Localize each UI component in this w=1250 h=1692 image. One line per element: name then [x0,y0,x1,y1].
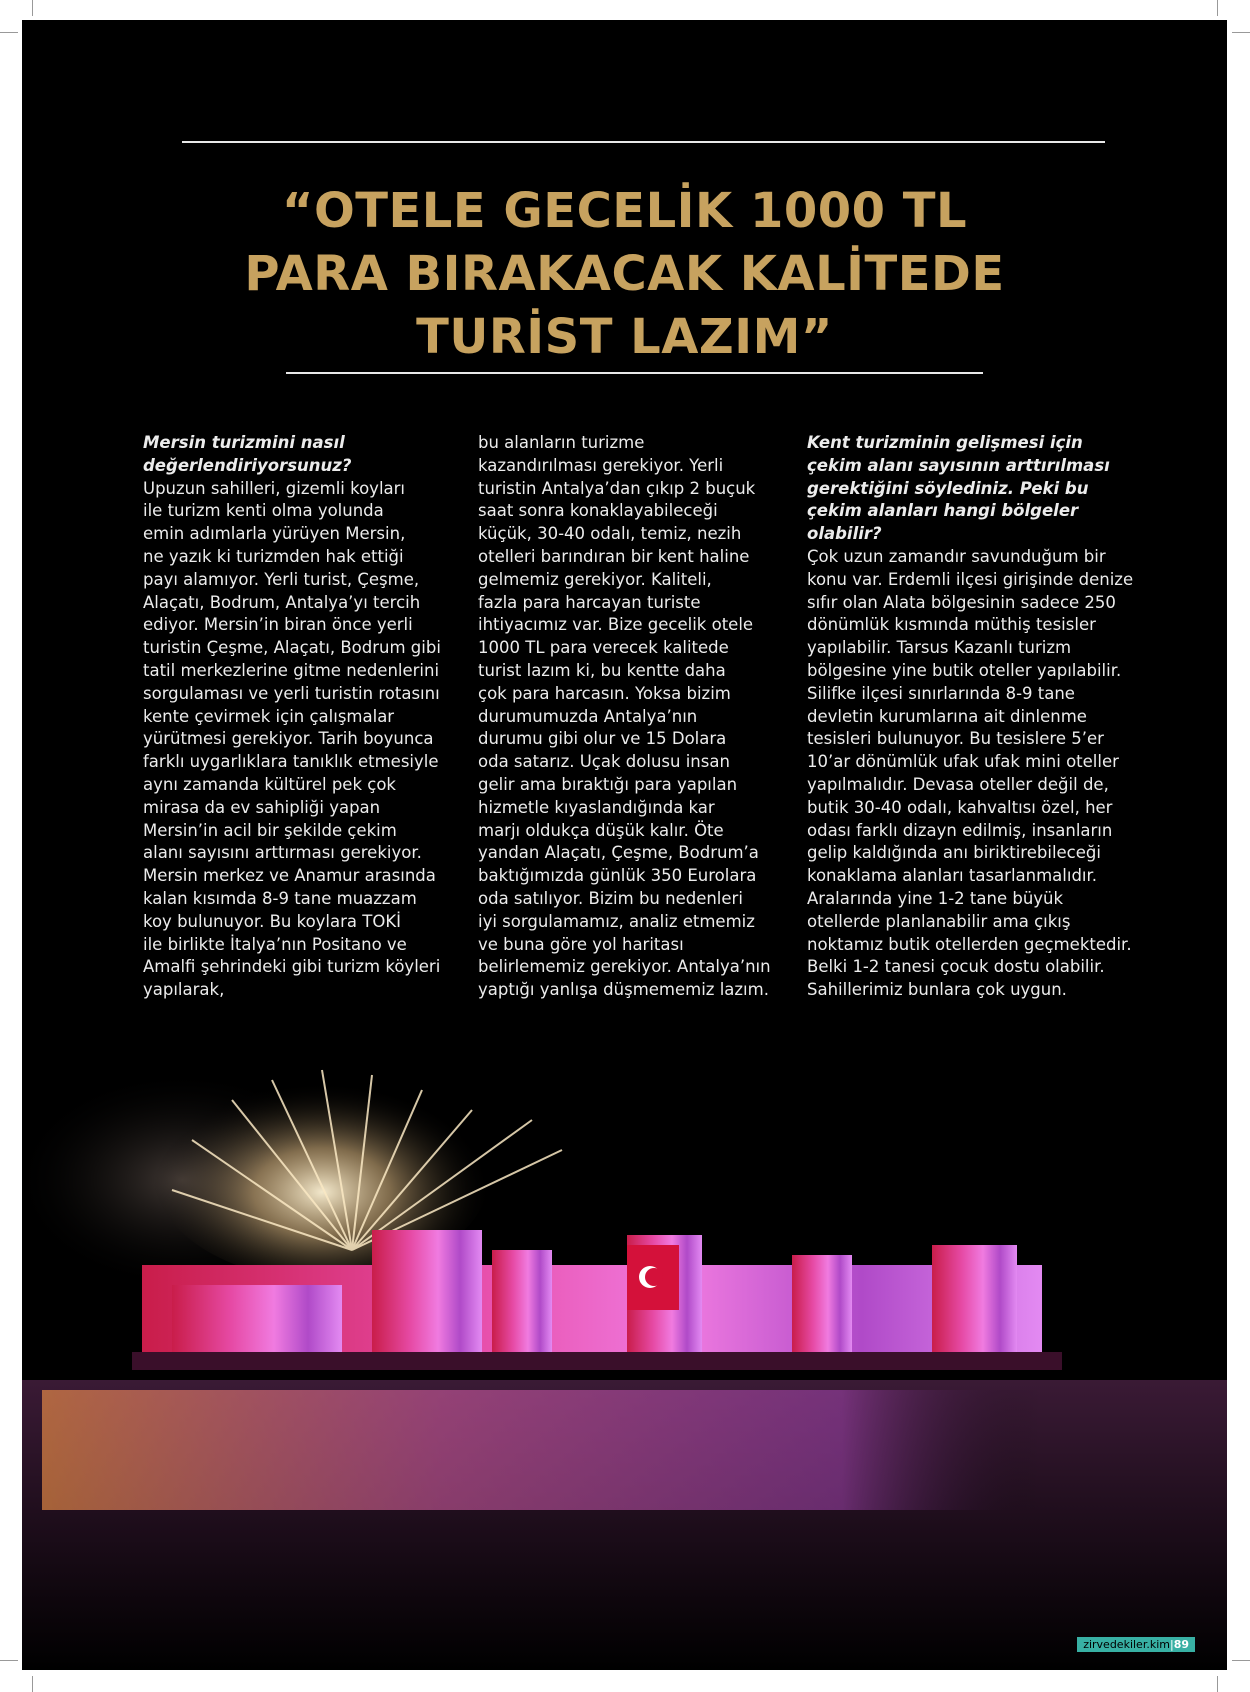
article-title [22,180,1227,369]
body-text-line: Alaçatı, Bodrum, Antalya’yı tercih [143,592,421,612]
body-text-line: sıfır olan Alata bölgesinin sadece 250 [807,592,1116,612]
body-text-line: durumu gibi olur ve 15 Dolara [478,729,727,749]
body-text-line: yapılmalıdır. Devasa oteller değil de, [807,774,1109,794]
crop-mark [1217,0,1218,16]
body-text-line: Amalfi şehrindeki gibi turizm köyleri [143,957,441,977]
body-text-line: farklı uygarlıklara tanıklık etmesiyle [143,752,439,772]
body-text-line: yürütmesi gerekiyor. Tarih boyunca [143,729,434,749]
body-text-line: noktamız butik otellerden geçmektedir. [807,934,1132,954]
body-text-line: yaptığı yanlışa düşmememiz lazım. [478,980,769,1000]
crop-mark [32,0,33,16]
body-text-line: koy bulunuyor. Bu koylara TOKİ [143,911,402,931]
text-column-1 [143,432,443,1002]
body-text-line: ediyor. Mersin’in biran önce yerli [143,615,413,635]
body-text-line: bölgesine yine butik oteller yapılabilir. [807,660,1122,680]
bottom-rule [286,372,983,374]
body-text-line: Aralarında yine 1-2 tane büyük [807,888,1064,908]
body-text-line: yapılabilir. Tarsus Kazanlı turizm [807,638,1072,658]
interview-question-line: çekim alanları hangi bölgeler [807,501,1079,521]
body-text-line: turistin Antalya’dan çıkıp 2 buçuk [478,478,756,498]
body-text-line: çok para harcasın. Yoksa bizim [478,683,731,703]
body-text-line: turistin Çeşme, Alaçatı, Bodrum gibi [143,638,441,658]
castle-fireworks-photo [22,1060,1227,1670]
title-line: TURİST LAZIM” [416,309,833,365]
body-text-line: belirlememiz gerekiyor. Antalya’nın [478,957,771,977]
top-rule [182,141,1105,143]
crop-mark [0,1660,18,1661]
body-text-line: marjı oldukça düşük kalır. Öte [478,820,724,840]
body-text-line: 10’ar dönümlük ufak ufak mini oteller [807,752,1119,772]
body-text-line: Çok uzun zamandır savunduğum bir [807,546,1106,566]
body-text-line: küçük, 30-40 odalı, temiz, nezih [478,524,742,544]
page-number: 89 [1173,1638,1189,1651]
body-text-line: tesisleri bulunuyor. Bu tesislere 5’er [807,729,1104,749]
crop-mark [1217,1676,1218,1692]
crop-mark [1232,1660,1250,1661]
body-text-line: mirasa da ev sahipliği yapan [143,797,381,817]
interview-question-line: çekim alanı sayısının arttırılması [807,455,1110,475]
body-text-line: Upuzun sahilleri, gizemli koyları [143,478,406,498]
island-base [132,1352,1062,1370]
body-text-line: Mersin merkez ve Anamur arasında [143,866,436,886]
body-text-line: ne yazık ki turizmden hak ettiği [143,546,404,566]
water-reflection [42,1390,1042,1510]
body-text-line: yapılarak, [143,980,225,1000]
body-text-line: oda satarız. Uçak dolusu insan [478,752,730,772]
body-text-line: ile turizm kenti olma yolunda [143,501,384,521]
magazine-page [22,20,1227,1670]
body-text-line: ihtiyacımız var. Bize gecelik otele [478,615,754,635]
body-text-line: tatil merkezlerine gitme nedenlerini [143,660,440,680]
body-text-line: saat sonra konaklayabileceği [478,501,718,521]
crop-mark [1232,32,1250,33]
body-text-line: gelmemiz gerekiyor. Kaliteli, [478,569,712,589]
body-text-line: Silifke ilçesi sınırlarında 8-9 tane [807,683,1075,703]
title-line: “OTELE GECELİK 1000 TL [281,183,968,239]
text-column-3 [807,432,1134,1002]
body-text-line: turist lazım ki, bu kentte daha [478,660,726,680]
interview-question-line: olabilir? [807,524,882,544]
body-text-line: durumumuzda Antalya’nın [478,706,698,726]
footer-separator: | [1169,1638,1174,1651]
body-text-line: baktığımızda günlük 350 Eurolara [478,866,757,886]
body-text-line: fazla para harcayan turiste [478,592,701,612]
text-column-2 [478,432,778,1002]
body-text-line: 1000 TL para verecek kalitede [478,638,729,658]
interview-question-line: değerlendiriyorsunuz? [143,455,352,475]
body-text-line: bu alanların turizme [478,433,645,452]
body-text-line: Sahillerimiz bunlara çok uygun. [807,980,1067,1000]
body-text-line: butik 30-40 odalı, kahvaltısı özel, her [807,797,1113,817]
body-text-line: otellerde planlanabilir ama çıkış [807,911,1071,931]
body-text-line: emin adımlarla yürüyen Mersin, [143,524,406,544]
footer-site: zirvedekiler.kim [1083,1638,1170,1651]
body-text-line: Belki 1-2 tanesi çocuk dostu olabilir. [807,957,1105,977]
body-text-line: gelir ama bıraktığı para yapılan [478,774,738,794]
body-text-line: yandan Alaçatı, Çeşme, Bodrum’a [478,843,759,863]
body-text-line: oda satılıyor. Bizim bu nedenleri [478,888,743,908]
body-text-line: dönümlük kısmında müthiş tesisler [807,615,1096,635]
body-text-line: kente çevirmek için çalışmalar [143,706,395,726]
body-text-line: konu var. Erdemli ilçesi girişinde denize [807,569,1134,589]
body-text-line: iyi sorgulamamız, analiz etmemiz [478,911,755,931]
interview-question-line: Kent turizminin gelişmesi için [807,433,1083,452]
body-text-line: sorgulaması ve yerli turistin rotasını [143,683,440,703]
body-text-line: devletin kurumlarına ait dinlenme [807,706,1087,726]
body-text-line: Mersin’in acil bir şekilde çekim [143,820,397,840]
crop-mark [32,1676,33,1692]
interview-question-line: Mersin turizmini nasıl [143,433,345,452]
body-text-line: hizmetle kıyaslandığında kar [478,797,715,817]
body-text-line: kazandırılması gerekiyor. Yerli [478,455,724,475]
interview-question-line: gerektiğini söylediniz. Peki bu [807,478,1089,498]
body-text-line: alanı sayısını arttırması gerekiyor. [143,843,422,863]
body-text-line: konaklama alanları tasarlanmalıdır. [807,866,1098,886]
page-footer [1077,1637,1195,1652]
body-text-line: kalan kısımda 8-9 tane muazzam [143,888,417,908]
body-text-line: odası farklı dizayn edilmiş, insanların [807,820,1113,840]
body-text-line: ile birlikte İtalya’nın Positano ve [143,934,407,954]
body-text-line: ve buna göre yol haritası [478,934,684,954]
body-text-line: aynı zamanda kültürel pek çok [143,774,396,794]
title-line: PARA BIRAKACAK KALİTEDE [244,246,1005,302]
body-text-line: payı alamıyor. Yerli turist, Çeşme, [143,569,420,589]
body-text-line: otelleri barındıran bir kent haline [478,546,750,566]
body-text-line: gelip kaldığında anı biriktirebileceği [807,843,1101,863]
crop-mark [0,32,18,33]
